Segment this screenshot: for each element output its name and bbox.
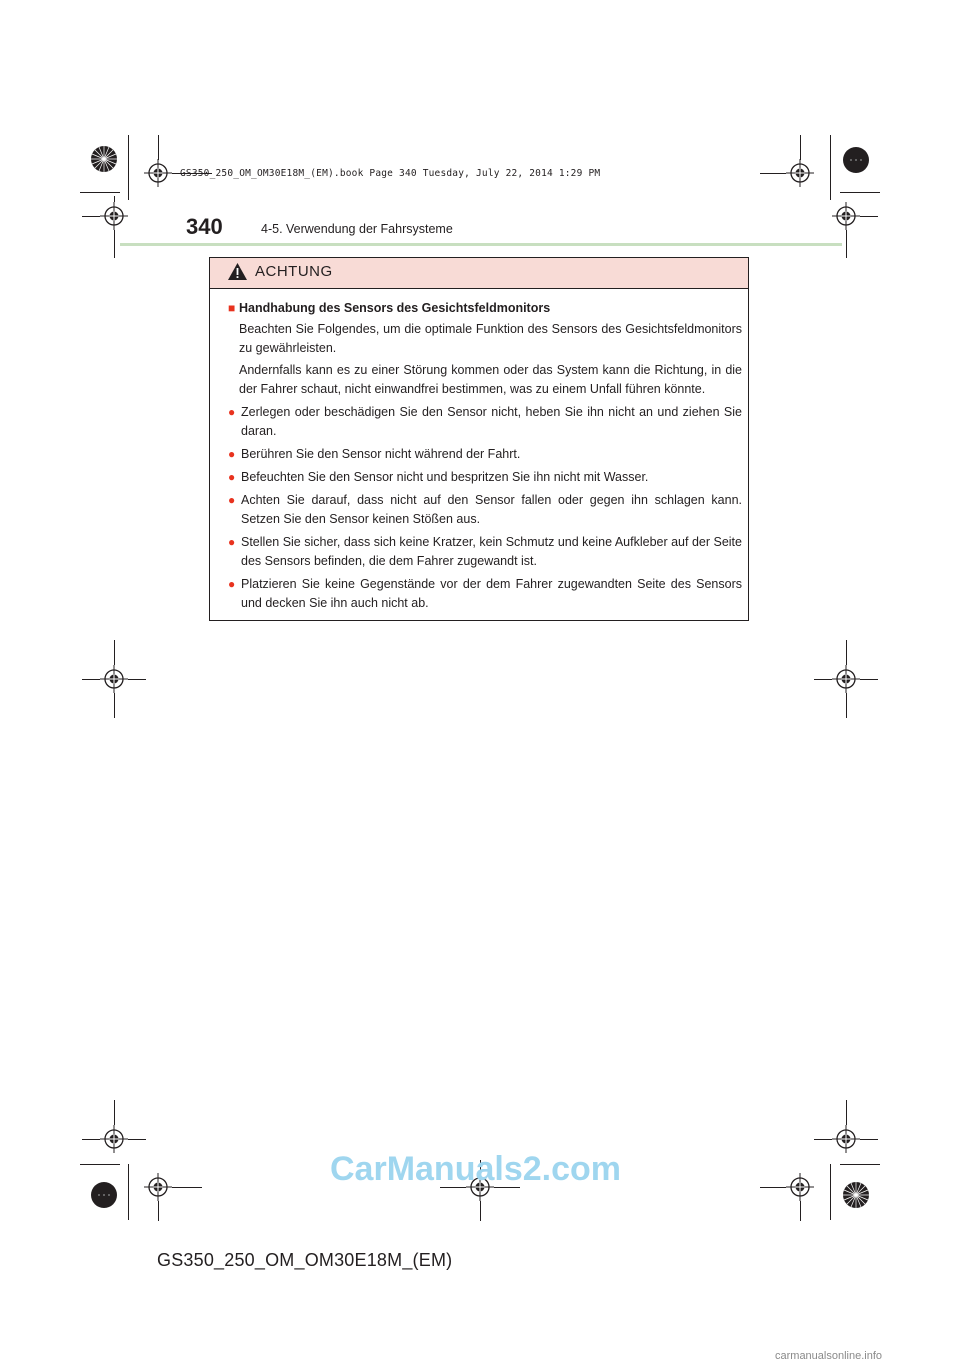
caution-label: ACHTUNG (255, 263, 333, 280)
print-stamp: GS350_250_OM_OM30E18M_(EM).book Page 340 Tuesday, July 22, 2014 1:29 PM (180, 168, 601, 179)
paragraph: Andernfalls kann es zu einer Störung kommen oder das System kann die Richtung, in die der Fahrer schaut, nicht einwandfrei bestimmen, was zu einem Unfall führen könnte. (239, 363, 742, 396)
list-item-text: Stellen Sie sicher, dass sich keine Kratzer, kein Schmutz und keine Aufkleber auf der Seite des Sensors befinden, die dem Fahrer zugewandt ist. (241, 535, 742, 568)
registration-mark (786, 159, 814, 187)
list-item (228, 491, 742, 529)
bullet-dot-icon: ● (228, 405, 236, 419)
paragraph: Beachten Sie Folgendes, um die optimale Funktion des Sensors des Gesichtsfeldmonitors zu gewährleisten. (239, 322, 742, 355)
list-item (228, 468, 742, 487)
bullet-dot-icon: ● (228, 493, 236, 507)
caution-header (210, 258, 748, 289)
watermark-bottom: carmanualsonline.info (775, 1350, 883, 1362)
bullet-dot-icon: ● (228, 470, 236, 484)
bullet-dot-icon: ● (228, 447, 236, 461)
registration-mark (144, 1173, 172, 1201)
page-number: 340 (186, 214, 223, 239)
caution-heading-text: Handhabung des Sensors des Gesichtsfeldmonitors (239, 301, 551, 315)
list-item-text: Berühren Sie den Sensor nicht während der Fahrt. (241, 447, 521, 461)
registration-mark (100, 665, 128, 693)
footer-code: GS350_250_OM_OM30E18M_(EM) (157, 1250, 453, 1270)
registration-mark (100, 1125, 128, 1153)
caution-heading (228, 300, 742, 317)
header-rule (120, 243, 842, 246)
registration-mark (832, 665, 860, 693)
section-title: 4-5. Verwendung der Fahrsysteme (261, 222, 453, 236)
list-item-text: Platzieren Sie keine Gegenstände vor der dem Fahrer zugewandten Seite des Sensors und decken Sie ihn auch nicht ab. (241, 577, 742, 610)
list-item-text: Befeuchten Sie den Sensor nicht und bespritzen Sie ihn nicht mit Wasser. (241, 470, 649, 484)
registration-mark (144, 159, 172, 187)
registration-mark (832, 202, 860, 230)
list-item (228, 575, 742, 613)
list-item-text: Zerlegen oder beschädigen Sie den Sensor nicht, heben Sie ihn nicht an und ziehen Sie daran. (241, 405, 742, 438)
registration-mark (832, 1125, 860, 1153)
warning-triangle-icon (227, 262, 248, 281)
star-registration-mark-bottom-right (842, 1181, 870, 1209)
watermark: CarManuals2.com (330, 1150, 621, 1188)
list-item (228, 403, 742, 441)
dot-registration-mark-bottom-left (90, 1181, 118, 1209)
registration-mark (786, 1173, 814, 1201)
list-item (228, 445, 742, 464)
bullet-dot-icon: ● (228, 577, 236, 591)
list-item (228, 533, 742, 571)
caution-body (210, 288, 748, 613)
registration-mark (100, 202, 128, 230)
bullet-dot-icon: ● (228, 535, 236, 549)
list-item-text: Achten Sie darauf, dass nicht auf den Sensor fallen oder gegen ihn schlagen kann. Setzen Sie den Sensor keinen Stößen aus. (241, 493, 742, 526)
square-bullet-icon: ■ (228, 301, 236, 315)
dot-registration-mark-top-right (842, 146, 870, 174)
caution-box (209, 257, 749, 621)
star-registration-mark-top-left (90, 145, 118, 173)
